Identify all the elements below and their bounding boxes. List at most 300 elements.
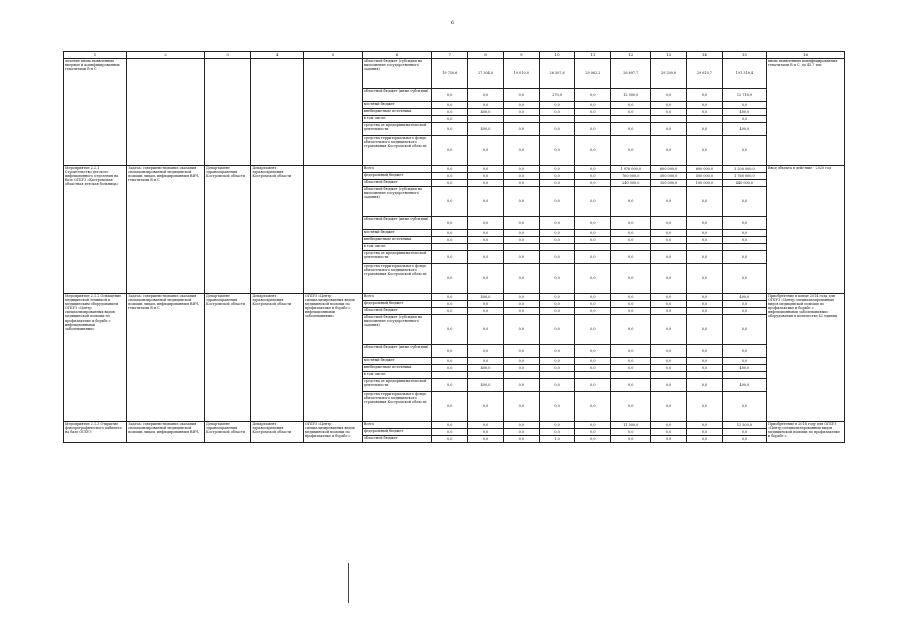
value-cell: 0,0 (575, 230, 611, 237)
value-cell: 0,0 (539, 315, 575, 345)
block-c5: ОГБУЗ «Центр специализированных видов медицинской помощи по профилактике и борьбе с инфекционными заболеваниями» (303, 294, 362, 422)
value-cell: 0,0 (575, 187, 611, 217)
value-cell (651, 372, 687, 379)
value-cell (575, 116, 611, 123)
funding-source: средства территориального фонда обязательного медицинского страхования Костромской области (362, 264, 431, 294)
value-cell: 0,0 (432, 251, 468, 264)
value-cell: 0,0 (432, 123, 468, 136)
block-c4: Департамент здравоохранения Костромской области (251, 294, 304, 422)
value-cell: 0,0 (432, 422, 468, 429)
column-number: 13 (651, 52, 687, 59)
block-c3: Департамент здравоохранения Костромской области (205, 166, 251, 294)
value-cell: 0,0 (503, 217, 539, 230)
value-cell: 0,0 (432, 89, 468, 102)
value-cell: 0,0 (432, 136, 468, 166)
value-cell: 0,0 (687, 436, 723, 443)
funding-source: Всего (362, 422, 431, 429)
value-cell: 0,0 (611, 345, 651, 358)
funding-source: местный бюджет (362, 230, 431, 237)
value-cell: 0,0 (432, 180, 468, 187)
funding-source: внебюджетные источники (362, 365, 431, 372)
value-cell: 400,0 (468, 123, 504, 136)
value-cell: 0,0 (575, 294, 611, 301)
value-cell: 400,0 (722, 294, 766, 301)
value-cell: 0,0 (575, 89, 611, 102)
value-cell (503, 116, 539, 123)
value-cell: 0,0 (611, 217, 651, 230)
budget-table (63, 51, 845, 443)
value-cell: 0,0 (503, 230, 539, 237)
value-cell: 0,0 (432, 365, 468, 372)
value-cell: 0,0 (432, 173, 468, 180)
value-cell: 11 500,0 (611, 422, 651, 429)
value-cell: 0,0 (687, 315, 723, 345)
value-cell: 0,0 (611, 301, 651, 308)
block-c5 (303, 166, 362, 294)
funding-source: средства от предпринимательской деятельности (362, 123, 431, 136)
value-cell: 0,0 (611, 136, 651, 166)
value-cell: 1,0 (539, 436, 575, 443)
value-cell: 29 610,7 (687, 59, 723, 89)
value-cell (432, 372, 468, 379)
value-cell: 0,0 (722, 429, 766, 436)
funding-source: областной бюджет (362, 308, 431, 315)
value-cell: 0,0 (611, 294, 651, 301)
value-cell: 0,0 (722, 345, 766, 358)
value-cell: 0,0 (539, 187, 575, 217)
value-cell: 0,0 (503, 294, 539, 301)
value-cell: 0,0 (503, 436, 539, 443)
value-cell: 0,0 (432, 187, 468, 217)
value-cell: 0,0 (651, 358, 687, 365)
value-cell: 0,0 (468, 187, 504, 217)
funding-source: областной бюджет (иные субсидии) (362, 89, 431, 102)
funding-source: местный бюджет (362, 358, 431, 365)
value-cell: 0,0 (687, 187, 723, 217)
table-row (64, 422, 845, 429)
column-number: 1 (64, 52, 127, 59)
value-cell: 0,0 (575, 109, 611, 116)
value-cell: 0,0 (651, 422, 687, 429)
value-cell: 0,0 (503, 89, 539, 102)
value-cell: 0,0 (651, 251, 687, 264)
value-cell: 0,0 (503, 429, 539, 436)
table-row (64, 59, 845, 89)
block-c5: ОГБУЗ «Центр специализированных видов медицинской помощи по профилактике и борьбе с (303, 422, 362, 443)
value-cell: 0,0 (722, 187, 766, 217)
value-cell: 0,0 (539, 392, 575, 422)
value-cell: 0,0 (651, 89, 687, 102)
value-cell: 0,0 (687, 136, 723, 166)
value-cell: 0,0 (687, 345, 723, 358)
value-cell: 0,0 (611, 109, 651, 116)
value-cell: 0,0 (687, 301, 723, 308)
value-cell: 0,0 (611, 429, 651, 436)
value-cell: 270,0 (539, 89, 575, 102)
value-cell: 0,0 (503, 264, 539, 294)
value-cell: 0,0 (468, 392, 504, 422)
value-cell: 0,0 (611, 264, 651, 294)
value-cell: 0,0 (539, 251, 575, 264)
value-cell: 0,0 (687, 365, 723, 372)
value-cell: 0,0 (503, 422, 539, 429)
value-cell: 0,0 (539, 237, 575, 244)
block-c2: Задача: совершенствование оказания специализированной медицинской помощи лицам, инфицированным ВИЧ, гепатитами B и C (127, 166, 205, 294)
value-cell: 0,0 (468, 180, 504, 187)
value-cell: 0,0 (687, 379, 723, 392)
value-cell: 0,0 (651, 123, 687, 136)
value-cell: 0,0 (651, 301, 687, 308)
value-cell (575, 372, 611, 379)
value-cell: 0,0 (468, 251, 504, 264)
value-cell: 0,0 (539, 345, 575, 358)
value-cell: 0,0 (539, 217, 575, 230)
block-c3: Департамент здравоохранения Костромской области (205, 422, 251, 443)
value-cell: 0,0 (539, 294, 575, 301)
column-number: 16 (767, 52, 845, 59)
value-cell: 0,0 (575, 436, 611, 443)
value-cell: 0,0 (432, 429, 468, 436)
value-cell (539, 372, 575, 379)
value-cell (432, 244, 468, 251)
value-cell: 0,0 (539, 136, 575, 166)
value-cell: 0,0 (687, 89, 723, 102)
value-cell: 0,0 (468, 237, 504, 244)
value-cell: 0,0 (651, 136, 687, 166)
value-cell: 0,0 (651, 315, 687, 345)
value-cell: 0,0 (503, 315, 539, 345)
value-cell: 0,0 (503, 251, 539, 264)
value-cell: 0,0 (687, 123, 723, 136)
value-cell: 0,0 (468, 436, 504, 443)
column-number: 10 (539, 52, 575, 59)
value-cell: 0,0 (503, 379, 539, 392)
value-cell: 0,0 (611, 102, 651, 109)
value-cell (687, 372, 723, 379)
value-cell: 27 304,0 (468, 59, 504, 89)
value-cell: 440 000,0 (722, 180, 766, 187)
value-cell: 0,0 (432, 230, 468, 237)
value-cell: 100 000,0 (687, 180, 723, 187)
value-cell: 0,0 (432, 109, 468, 116)
value-cell (468, 116, 504, 123)
value-cell: 0,0 (575, 136, 611, 166)
value-cell: 0,0 (503, 301, 539, 308)
funding-source: областной бюджет (субсидии на выполнение государственного задания) (362, 187, 431, 217)
value-cell: 0,0 (722, 116, 766, 123)
value-cell: 0,0 (575, 251, 611, 264)
value-cell: 12 500,0 (611, 89, 651, 102)
value-cell: 0,0 (539, 358, 575, 365)
value-cell: 0,0 (539, 102, 575, 109)
value-cell: 0,0 (539, 308, 575, 315)
value-cell: 0,0 (468, 429, 504, 436)
value-cell: 19 010,0 (503, 59, 539, 89)
header-row (64, 52, 845, 59)
value-cell: 0,0 (432, 379, 468, 392)
value-cell: 0,0 (722, 230, 766, 237)
value-cell: 0,0 (468, 89, 504, 102)
value-cell (722, 372, 766, 379)
value-cell: 0,0 (432, 345, 468, 358)
value-cell: 0,0 (611, 230, 651, 237)
value-cell: 0,0 (687, 308, 723, 315)
value-cell: 0,0 (468, 217, 504, 230)
value-cell: 0,0 (432, 166, 468, 173)
value-cell: 0,0 (539, 429, 575, 436)
value-cell: 0,0 (722, 136, 766, 166)
value-cell: 0,0 (687, 294, 723, 301)
block-c2: Задача: совершенствование оказания специализированной медицинской помощи лицам, инфицированным ВИЧ, (127, 422, 205, 443)
funding-source: в том числе: (362, 244, 431, 251)
block-c4: Департамент здравоохранения Костромской области (251, 422, 304, 443)
value-cell: 0,0 (687, 237, 723, 244)
funding-source: областной бюджет (иные субсидии) (362, 345, 431, 358)
value-cell: 0,0 (651, 345, 687, 358)
value-cell: 0,0 (468, 166, 504, 173)
value-cell: 0,0 (539, 365, 575, 372)
value-cell: 0,0 (651, 237, 687, 244)
value-cell: 29 200,0 (651, 59, 687, 89)
scan-mark (348, 563, 350, 603)
column-number: 8 (468, 52, 504, 59)
block-c3 (205, 59, 251, 166)
table-row (64, 166, 845, 173)
value-cell: 0,0 (722, 264, 766, 294)
block-c16: вновь выявленных коинфицированных гепатитами B и C, до 45,7 тыс (767, 59, 845, 166)
value-cell: 0,0 (575, 217, 611, 230)
value-cell (651, 244, 687, 251)
value-cell: 240 000,0 (611, 180, 651, 187)
value-cell: 0,0 (687, 264, 723, 294)
value-cell: 0,0 (503, 308, 539, 315)
value-cell: 0,0 (468, 345, 504, 358)
value-cell (539, 244, 575, 251)
block-c16: Ввод объекта в действие - 2020 год (767, 166, 845, 294)
value-cell: 0,0 (539, 422, 575, 429)
value-cell: 0,0 (503, 109, 539, 116)
value-cell: 0,0 (575, 308, 611, 315)
funding-source: Всего (362, 294, 431, 301)
block-c16: Приобретение в 2018 году для ОГБУЗ «Центр специализированных видов медицинской помощи по профилактике и борьбе с (767, 422, 845, 443)
value-cell: 0,0 (687, 217, 723, 230)
value-cell: 0,0 (687, 358, 723, 365)
value-cell: 0,0 (432, 392, 468, 422)
value-cell: 0,0 (503, 358, 539, 365)
value-cell: 0,0 (687, 251, 723, 264)
value-cell: 0,0 (722, 358, 766, 365)
value-cell: 0,0 (539, 379, 575, 392)
value-cell: 0,0 (468, 264, 504, 294)
value-cell (611, 116, 651, 123)
value-cell: 400,0 (722, 109, 766, 116)
column-number: 5 (303, 52, 362, 59)
value-cell: 0,0 (432, 358, 468, 365)
value-cell: 500 000,0 (651, 173, 687, 180)
column-number: 2 (127, 52, 205, 59)
funding-source: федеральный бюджет (362, 429, 431, 436)
funding-source: областной бюджет (субсидии на выполнение государственного задания) (362, 59, 431, 89)
value-cell: 400,0 (722, 379, 766, 392)
value-cell: 0,0 (468, 136, 504, 166)
value-cell: 0,0 (722, 315, 766, 345)
value-cell: 0,0 (651, 308, 687, 315)
block-c1: лечение вновь выявленных впервые и коинфицированных гепатитами B и C (64, 59, 127, 166)
block-c16: Приобретение в конце 2014 года для ОГБУЗ «Центр специализированных видов медицинской помощи по профилактике и борьбе с инфекционными заболеваниями» оборудования в количестве 42 единиц (767, 294, 845, 422)
funding-source: средства территориального фонда обязательного медицинского страхования Костромской области (362, 392, 431, 422)
block-c3: Департамент здравоохранения Костромской области (205, 294, 251, 422)
value-cell: 400,0 (722, 365, 766, 372)
value-cell: 19 750,6 (432, 59, 468, 89)
value-cell: 0,0 (722, 392, 766, 422)
value-cell: 0,0 (503, 237, 539, 244)
value-cell: 0,0 (539, 123, 575, 136)
value-cell: 0,0 (468, 301, 504, 308)
value-cell: 0,0 (575, 264, 611, 294)
funding-source: Всего (362, 166, 431, 173)
value-cell: 0,0 (611, 187, 651, 217)
column-number: 6 (362, 52, 431, 59)
value-cell: 400,0 (468, 379, 504, 392)
funding-source: областной бюджет (362, 436, 431, 443)
block-c4 (251, 59, 304, 166)
funding-source: областной бюджет (362, 180, 431, 187)
funding-source: областной бюджет (субсидии на выполнение государственного задания) (362, 315, 431, 345)
funding-source: средства от предпринимательской деятельности (362, 379, 431, 392)
value-cell: 0,0 (575, 429, 611, 436)
value-cell: 0,0 (575, 315, 611, 345)
value-cell: 0,0 (611, 392, 651, 422)
value-cell: 0,0 (651, 109, 687, 116)
value-cell: 0,0 (575, 173, 611, 180)
value-cell: 0,0 (468, 315, 504, 345)
value-cell: 0,0 (611, 436, 651, 443)
value-cell (575, 244, 611, 251)
block-c1: Мероприятие 2.2.1 Строительство детского инфекционного отделения на базе ОГБУЗ «Костромская областная детская больница» (64, 166, 127, 294)
value-cell: 0,0 (539, 109, 575, 116)
value-cell: 400,0 (722, 123, 766, 136)
value-cell: 400,0 (468, 109, 504, 116)
value-cell: 0,0 (722, 436, 766, 443)
value-cell: 0,0 (651, 365, 687, 372)
value-cell: 0,0 (651, 392, 687, 422)
value-cell: 0,0 (687, 422, 723, 429)
value-cell: 0,0 (575, 392, 611, 422)
value-cell: 0,0 (503, 392, 539, 422)
value-cell: 3 200 000,0 (722, 166, 766, 173)
value-cell: 0,0 (575, 180, 611, 187)
value-cell: 0,0 (611, 251, 651, 264)
value-cell: 0,0 (539, 301, 575, 308)
value-cell: 0,0 (722, 217, 766, 230)
value-cell: 0,0 (651, 264, 687, 294)
value-cell: 0,0 (432, 102, 468, 109)
column-number: 11 (575, 52, 611, 59)
funding-source: местный бюджет (362, 102, 431, 109)
value-cell: 0,0 (468, 358, 504, 365)
value-cell: 0,0 (575, 365, 611, 372)
value-cell: 0,0 (722, 237, 766, 244)
value-cell (687, 244, 723, 251)
value-cell: 0,0 (503, 187, 539, 217)
value-cell: 0,0 (503, 365, 539, 372)
value-cell: 191 318,4 (722, 59, 766, 89)
value-cell (503, 372, 539, 379)
funding-source: средства от предпринимательской деятельности (362, 251, 431, 264)
value-cell: 0,0 (575, 102, 611, 109)
value-cell: 0,0 (651, 429, 687, 436)
value-cell: 1 760 000,0 (722, 173, 766, 180)
value-cell (503, 244, 539, 251)
value-cell: 0,0 (722, 308, 766, 315)
value-cell: 0,0 (722, 102, 766, 109)
value-cell: 0,0 (611, 379, 651, 392)
value-cell: 0,0 (651, 187, 687, 217)
value-cell: 0,0 (611, 315, 651, 345)
value-cell: 0,0 (503, 123, 539, 136)
table-row (64, 294, 845, 301)
funding-source: областной бюджет (иные субсидии) (362, 217, 431, 230)
value-cell: 0,0 (687, 102, 723, 109)
value-cell: 0,0 (651, 102, 687, 109)
value-cell: 0,0 (539, 264, 575, 294)
value-cell: 0,0 (575, 358, 611, 365)
value-cell: 0,0 (432, 315, 468, 345)
value-cell: 400,0 (468, 294, 504, 301)
funding-source: федеральный бюджет (362, 173, 431, 180)
value-cell: 0,0 (503, 345, 539, 358)
column-number: 4 (251, 52, 304, 59)
value-cell (611, 372, 651, 379)
value-cell: 0,0 (575, 301, 611, 308)
value-cell: 0,0 (651, 294, 687, 301)
value-cell: 0,0 (575, 123, 611, 136)
value-cell: 12 718,9 (722, 89, 766, 102)
value-cell: 0,0 (687, 392, 723, 422)
column-number: 12 (611, 52, 651, 59)
value-cell: 12 500,0 (722, 422, 766, 429)
value-cell: 0,0 (432, 294, 468, 301)
value-cell: 26 697,7 (611, 59, 651, 89)
value-cell: 0,0 (468, 230, 504, 237)
value-cell: 0,0 (575, 379, 611, 392)
value-cell (539, 116, 575, 123)
block-c2: Задача: совершенствование оказания специализированной медицинской помощи лицам, инфицированным ВИЧ, гепатитами B и C (127, 294, 205, 422)
column-number: 15 (722, 52, 766, 59)
value-cell: 0,0 (611, 123, 651, 136)
value-cell: 29 062,2 (575, 59, 611, 89)
value-cell: 0,0 (687, 429, 723, 436)
value-cell: 0,0 (651, 379, 687, 392)
column-number: 7 (432, 52, 468, 59)
value-cell: 0,0 (432, 217, 468, 230)
value-cell: 0,0 (722, 301, 766, 308)
value-cell: 0,0 (651, 436, 687, 443)
value-cell: 0,0 (651, 217, 687, 230)
value-cell: 0,0 (432, 116, 468, 123)
value-cell: 600 000,0 (687, 166, 723, 173)
value-cell: 0,0 (575, 422, 611, 429)
value-cell: 0,0 (575, 166, 611, 173)
funding-source: внебюджетные источники (362, 109, 431, 116)
value-cell (687, 116, 723, 123)
funding-source: в том числе: (362, 116, 431, 123)
value-cell: 400,0 (468, 365, 504, 372)
value-cell: 0,0 (432, 308, 468, 315)
value-cell: 0,0 (611, 365, 651, 372)
value-cell: 0,0 (432, 436, 468, 443)
value-cell: 760 000,0 (611, 173, 651, 180)
